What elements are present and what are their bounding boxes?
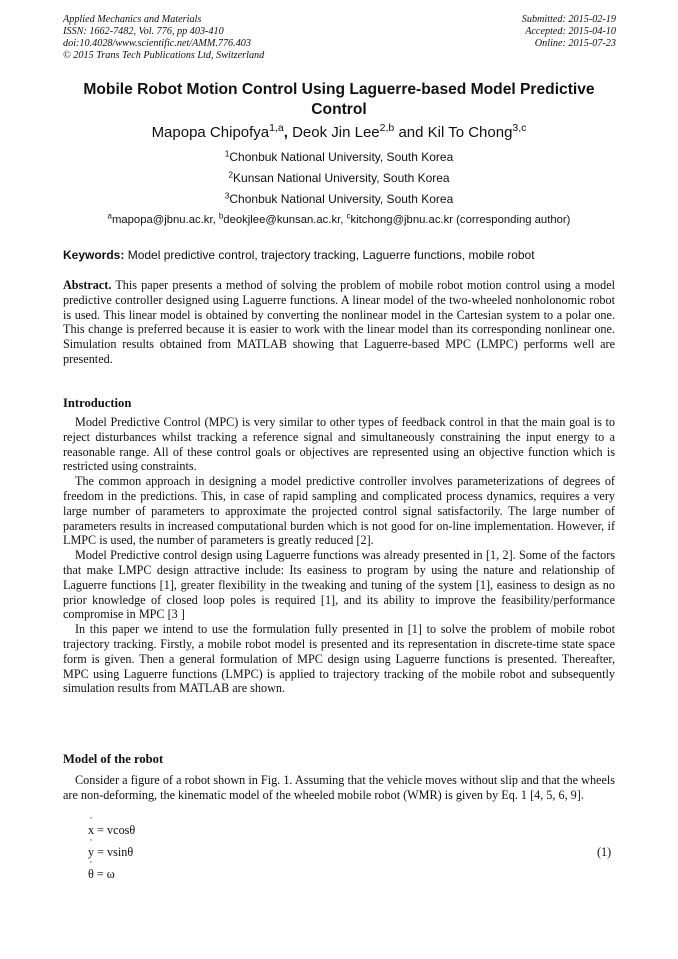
journal-name: Applied Mechanics and Materials bbox=[63, 14, 202, 25]
equation-line bbox=[88, 823, 135, 838]
model-body bbox=[63, 773, 615, 803]
section-heading-introduction: Introduction bbox=[63, 396, 132, 410]
equation-line bbox=[88, 867, 115, 882]
author-emails bbox=[63, 213, 615, 227]
affiliation bbox=[63, 171, 615, 185]
body-paragraph: Consider a figure of a robot shown in Fig. 1. Assuming that the vehicle moves without slip and that the wheels are non-deforming, the kinematic model of the wheeled mobile robot (WMR) is given by Eq. 1 [4, 5, 6, 9]. bbox=[63, 773, 615, 802]
keywords-text: Model predictive control, trajectory tracking, Laguerre functions, mobile robot bbox=[127, 248, 535, 262]
affiliation-superscript: 1 bbox=[224, 148, 230, 159]
journal-doi[interactable]: doi:10.4028/www.scientific.net/AMM.776.403 bbox=[63, 38, 251, 49]
email-link[interactable]: mapopa@jbnu.ac.kr, bbox=[111, 214, 216, 226]
body-paragraph: Model Predictive control design using Laguerre functions was already presented in [1, 2]. Some of the factors that make LMPC design attractive include: Its easiness to program by using the nature and relationship of Laguerre functions [1], greater flexibility in the tweaking and tuning of the system [1], easiness to design as no prior knowledge of closed loop poles is required [1], and its ability to improve the feasibility/performance compromise in MPC [3 ] bbox=[63, 548, 615, 622]
email-superscript: c bbox=[346, 211, 351, 221]
affiliation-superscript: 3 bbox=[224, 190, 230, 201]
equation-number: (1) bbox=[597, 845, 612, 859]
body-paragraph: Model Predictive Control (MPC) is very similar to other types of feedback control in that the main goal is to reject disturbances whilst tracking a reference signal and simultaneously constraining the input energy to a reasonable range. All of these control goals or objectives are represented using an objective function which is restricted using constraints. bbox=[63, 415, 615, 474]
paper-title: Mobile Robot Motion Control Using Laguerre-based Model Predictive Control bbox=[83, 81, 595, 118]
journal-info bbox=[63, 14, 264, 62]
equation-rhs: = vsinθ bbox=[94, 845, 134, 859]
equation-rhs: = vcosθ bbox=[94, 823, 136, 837]
introduction-body bbox=[63, 415, 615, 696]
equation-line bbox=[88, 845, 133, 860]
keywords bbox=[63, 248, 615, 262]
author-separator: , bbox=[283, 124, 288, 141]
equation-variable: ˙ x bbox=[88, 823, 94, 838]
author-list bbox=[63, 124, 615, 142]
affiliation bbox=[63, 192, 615, 206]
equation-variable: ˙ y bbox=[88, 845, 94, 860]
journal-copyright: © 2015 Trans Tech Publications Ltd, Switzerland bbox=[63, 50, 265, 61]
submission-dates bbox=[522, 14, 616, 50]
affiliation-text: Kunsan National University, South Korea bbox=[233, 171, 450, 185]
abstract-label: Abstract. bbox=[63, 278, 112, 292]
affiliation-text: Chonbuk National University, South Korea bbox=[229, 150, 454, 164]
equation-rhs: = ω bbox=[93, 867, 115, 881]
email-link[interactable]: kitchong@jbnu.ac.kr (corresponding author) bbox=[350, 214, 571, 226]
journal-issn: ISSN: 1662-7482, Vol. 776, pp 403-410 bbox=[63, 26, 224, 37]
abstract-paragraph bbox=[63, 278, 615, 367]
body-paragraph: The common approach in designing a model predictive controller involves parameterizations of degrees of freedom in the predictions. This, in case of rapid sampling and complicated process dynamics, requires a very large number of parameters to approximate the projected control signal satisfactorily. The large number of parameters results in increased computational burden which is not good for on-line implementation. However, if LMPC is used, the number of parameters is greatly reduced [2]. bbox=[63, 474, 615, 548]
author-name: Kil To Chong bbox=[427, 124, 513, 141]
submitted-date: Submitted: 2015-02-19 bbox=[521, 14, 616, 25]
email-superscript: b bbox=[218, 211, 224, 221]
author-superscript: 2,b bbox=[379, 122, 395, 135]
accepted-date: Accepted: 2015-04-10 bbox=[525, 26, 616, 37]
email-superscript: a bbox=[107, 211, 112, 221]
affiliation bbox=[63, 150, 615, 164]
email-link[interactable]: deokjlee@kunsan.ac.kr, bbox=[223, 214, 344, 226]
equation-variable: ˙ θ bbox=[88, 867, 94, 882]
author-name: Mapopa Chipofya bbox=[151, 124, 270, 141]
section-heading-model: Model of the robot bbox=[63, 752, 164, 766]
affiliation-text: Chonbuk National University, South Korea bbox=[229, 192, 454, 206]
author-superscript: 3,c bbox=[512, 122, 527, 135]
online-date: Online: 2015-07-23 bbox=[534, 38, 616, 49]
author-name: Deok Jin Lee bbox=[292, 124, 380, 141]
abstract-text: This paper presents a method of solving the problem of mobile robot motion control using a model predictive controller designed using Laguerre functions. A linear model of the two-wheeled nonholonomic robot is used. This linear model is obtained by converting the nonlinear model in the Cartesian system to a polar one. This change is preferred because it is easier to work with the linear model than its corresponding nonlinear one. Simulation results obtained from MATLAB showing that Laguerre-based MPC (LMPC) performs well are presented. bbox=[63, 278, 616, 366]
author-superscript: 1,a bbox=[269, 122, 284, 135]
keywords-label: Keywords: bbox=[63, 248, 125, 262]
abstract bbox=[63, 278, 615, 367]
author-conjunction: and bbox=[398, 124, 424, 141]
affiliation-superscript: 2 bbox=[228, 169, 234, 180]
body-paragraph: In this paper we intend to use the formulation fully presented in [1] to solve the problem of mobile robot trajectory tracking. Firstly, a mobile robot model is presented and its representation in discrete-time state space form is given. Then a general formulation of MPC design using Laguerre functions is presented. Thereafter, MPC using Laguerre functions (LMPC) is applied to trajectory tracking of the mobile robot and subsequently simulation results from MATLAB are shown. bbox=[63, 622, 615, 696]
